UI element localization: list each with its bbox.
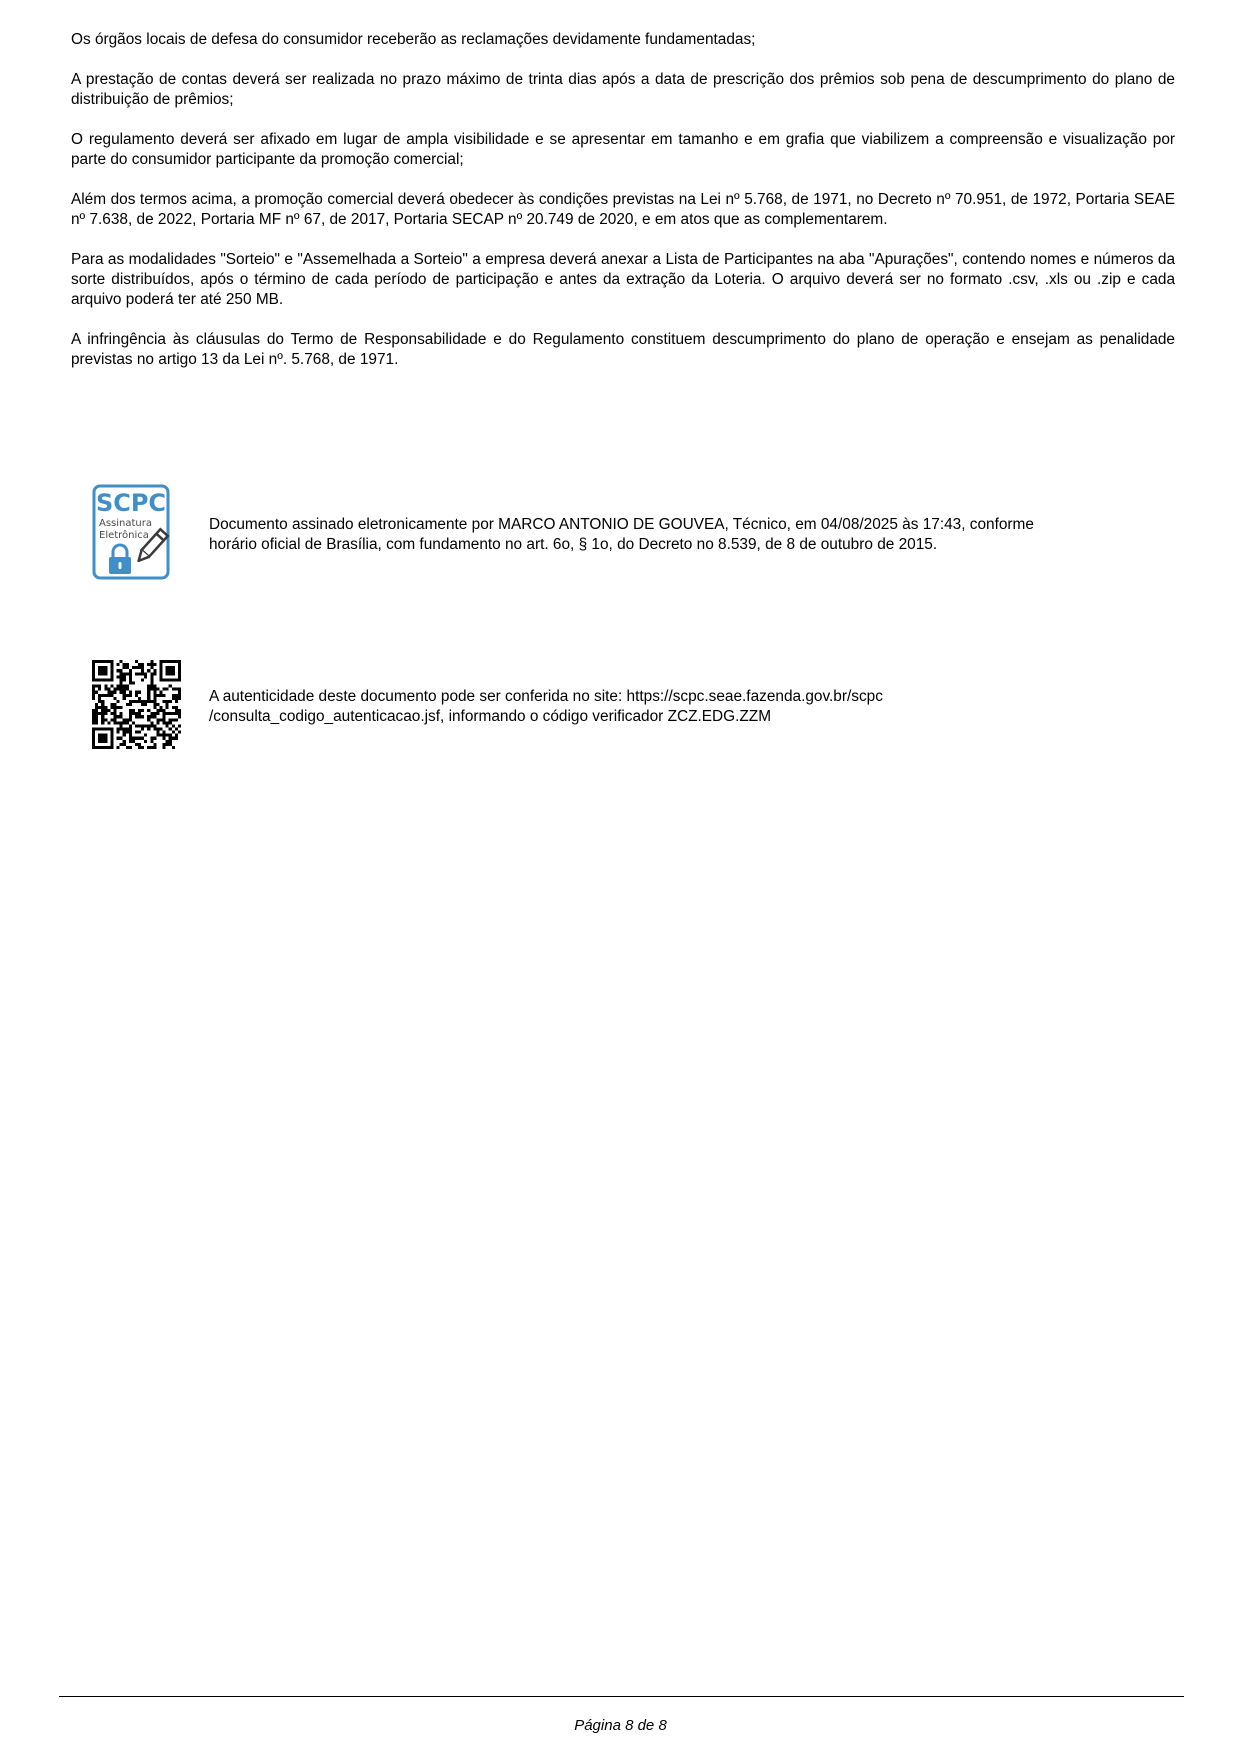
- electronic-signature-block: [92, 484, 1192, 582]
- authenticity-text-line-1: A autenticidade deste documento pode ser conferida no site: https://scpc.seae.fazenda.gov.br/scpc: [209, 688, 883, 705]
- signature-text-line-1: Documento assinado eletronicamente por MARCO ANTONIO DE GOUVEA, Técnico, em 04/08/2025 às 17:43, conforme: [209, 516, 1034, 533]
- document-body: [71, 30, 1175, 390]
- paragraph-legal-conditions: Além dos termos acima, a promoção comercial deverá obedecer às condições previstas na Lei nº 5.768, de 1971, no Decreto nº 70.951, de 1972, Portaria SEAE nº 7.638, de 2022, Portaria MF nº 67, de 2017, Portaria SECAP nº 20.749 de 2020, e em atos que as complementarem.: [71, 191, 1175, 228]
- page-number: Página 8 de 8: [574, 1717, 667, 1734]
- scpc-signature-icon: [92, 484, 170, 580]
- authenticity-text-line-2: /consulta_codigo_autenticacao.jsf, informando o código verificador ZCZ.EDG.ZZM: [209, 708, 772, 725]
- svg-text:Assinatura: Assinatura: [99, 518, 153, 529]
- qr-code-icon: [92, 660, 181, 749]
- paragraph-consumer-complaints: Os órgãos locais de defesa do consumidor receberão as reclamações devidamente fundamentadas;: [71, 31, 756, 48]
- paragraph-participant-list: Para as modalidades "Sorteio" e "Assemelhada a Sorteio" a empresa deverá anexar a Lista de Participantes na aba "Apurações", contendo nomes e números da sorte distribuídos, após o término de cada período de participação e antes da extração da Loteria. O arquivo deverá ser no formato .csv, .xls ou .zip e cada arquivo poderá ter até 250 MB.: [71, 251, 1175, 308]
- signature-statement: [209, 515, 1169, 555]
- paragraph-accountability: A prestação de contas deverá ser realizada no prazo máximo de trinta dias após a data de prescrição dos prêmios sob pena de descumprimento do plano de distribuição de prêmios;: [71, 71, 1175, 108]
- footer-divider: [59, 1696, 1184, 1697]
- svg-text:Eletrônica: Eletrônica: [99, 530, 149, 541]
- authenticity-block: [92, 660, 1192, 752]
- authenticity-statement: [209, 687, 1169, 727]
- svg-text:SCPC: SCPC: [95, 489, 167, 517]
- paragraph-regulation-display: O regulamento deverá ser afixado em lugar de ampla visibilidade e se apresentar em tamanho e em grafia que viabilizem a compreensão e visualização por parte do consumidor participante da promoção comercial;: [71, 131, 1175, 168]
- signature-text-line-2: horário oficial de Brasília, com fundamento no art. 6o, § 1o, do Decreto no 8.539, de 8 de outubro de 2015.: [209, 536, 938, 553]
- paragraph-infringement: A infringência às cláusulas do Termo de Responsabilidade e do Regulamento constituem descumprimento do plano de operação e ensejam as penalidade previstas no artigo 13 da Lei nº. 5.768, de 1971.: [71, 331, 1175, 368]
